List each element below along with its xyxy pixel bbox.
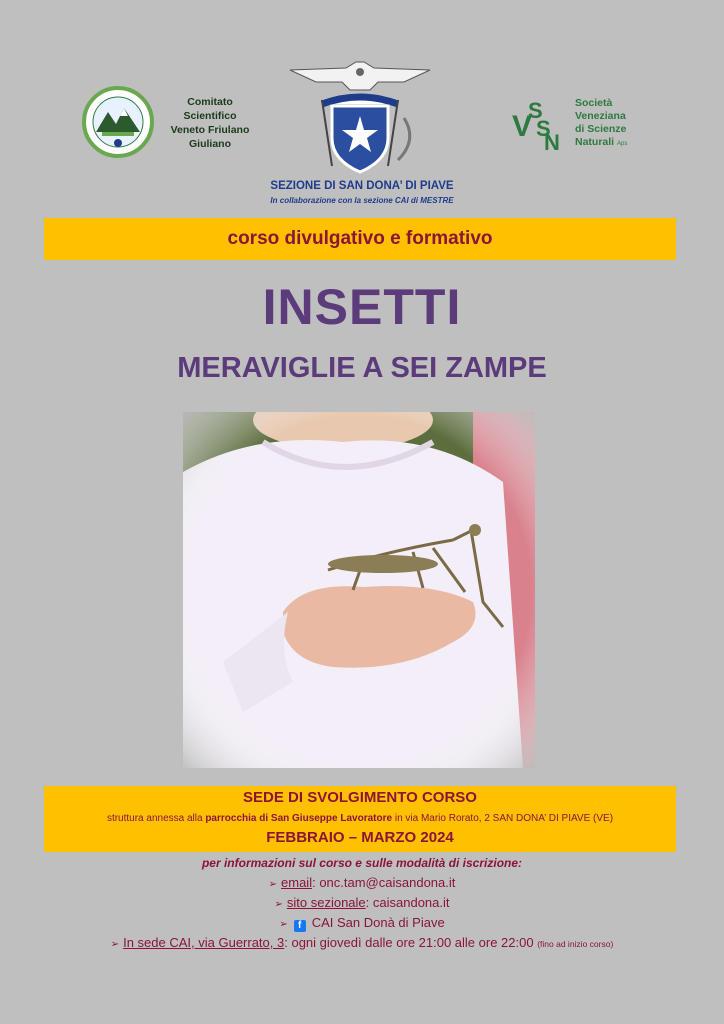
- office-line: ➢ In sede CAI, via Guerrato, 3: ogni giovedì dalle ore 21:00 alle ore 22:00 (fino ad inizio corso): [110, 935, 614, 950]
- cai-eagle-logo: [286, 60, 434, 180]
- arrow-icon: ➢: [274, 899, 283, 910]
- mantis-photo: [183, 412, 535, 768]
- course-type: corso divulgativo e formativo: [227, 228, 493, 249]
- svg-text:S: S: [536, 116, 551, 141]
- facebook-link[interactable]: CAI San Donà di Piave: [311, 915, 445, 930]
- email-line: ➢ email: onc.tam@caisandona.it: [268, 875, 456, 890]
- svsn-logo: [510, 96, 572, 152]
- arrow-icon: ➢: [110, 939, 120, 950]
- svg-text:N: N: [544, 130, 560, 152]
- course-dates: FEBBRAIO – MARZO 2024: [266, 829, 454, 846]
- arrow-icon: ➢: [268, 879, 278, 890]
- collaborazione-text: In collaborazione con la sezione CAI di MESTRE: [270, 196, 454, 205]
- svsn-label: Società Veneziana di Scienze Naturali Aps: [575, 97, 628, 148]
- sezione-title: SEZIONE DI SAN DONA’ DI PIAVE: [270, 180, 454, 192]
- svg-text:V: V: [512, 110, 533, 143]
- main-title: INSETTI: [262, 279, 462, 335]
- site-line: ➢ sito sezionale: caisandona.it: [274, 895, 450, 910]
- facebook-icon[interactable]: f: [294, 920, 306, 932]
- arrow-icon: ➢: [279, 919, 288, 930]
- comitato-scientifico-logo: [82, 86, 154, 158]
- comitato-scientifico-label: Comitato Scientifico Veneto Friulano Giuliano: [170, 96, 250, 150]
- office-address: In sede CAI, via Guerrato, 3: [123, 935, 285, 950]
- facebook-line: [0, 915, 724, 932]
- site-link[interactable]: sito sezionale: [286, 895, 366, 910]
- info-intro: per informazioni sul corso e sulle modalità di iscrizione:: [201, 856, 523, 870]
- svg-text:S: S: [528, 98, 543, 123]
- subtitle: MERAVIGLIE A SEI ZAMPE: [177, 352, 547, 384]
- email-link[interactable]: email: [281, 875, 313, 890]
- venue-address: struttura annessa alla parrocchia di San Giuseppe Lavoratore in via Mario Rorato, 2 SAN DONA’ DI PIAVE (VE): [106, 813, 614, 824]
- venue-heading: SEDE DI SVOLGIMENTO CORSO: [243, 789, 477, 806]
